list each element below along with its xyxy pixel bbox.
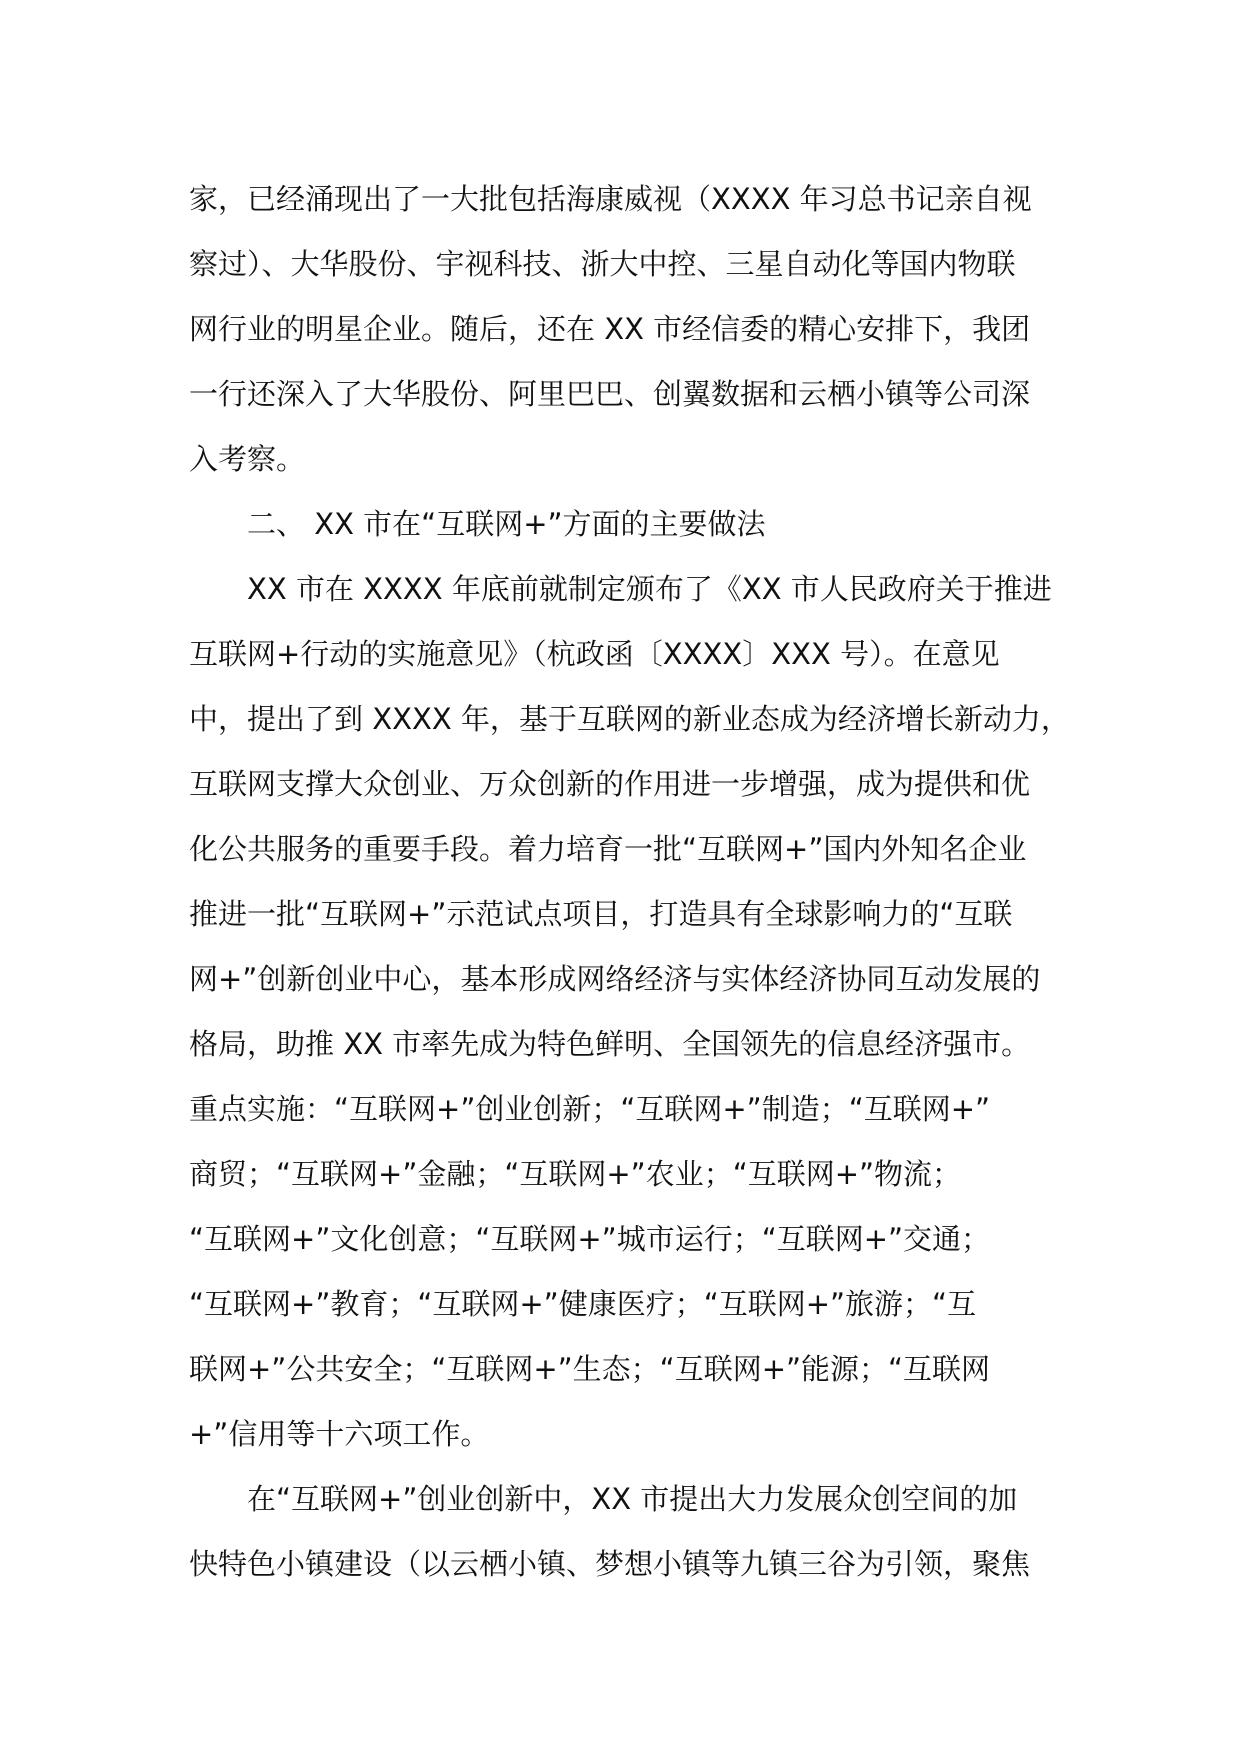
text-line: 网+”创新创业中心，基本形成网络经济与实体经济协同互动发展的 [189,962,1041,996]
text-line: 家，已经涌现出了一大批包括海康威视（XXXX 年习总书记亲自视 [189,182,1032,216]
text-line: “互联网+”文化创意；“互联网+”城市运行；“互联网+”交通； [189,1222,991,1256]
section-heading: 二、 XX 市在“互联网+”方面的主要做法 [247,507,766,541]
body-text [189,167,1070,1597]
text-line: 推进一批“互联网+”示范试点项目，打造具有全球影响力的“互联 [189,897,1013,931]
text-line: 在“互联网+”创业创新中，XX 市提出大力发展众创空间的加 [247,1482,1018,1516]
text-line: 化公共服务的重要手段。着力培育一批“互联网+”国内外知名企业 [189,832,1027,866]
text-line: 联网+”公共安全；“互联网+”生态；“互联网+”能源；“互联网 [189,1352,991,1386]
text-line: 察过）、大华股份、宇视科技、浙大中控、三星自动化等国内物联 [189,247,1016,281]
text-line: 中，提出了到 XXXX 年，基于互联网的新业态成为经济增长新动力， [189,702,1070,736]
text-line: 互联网支撑大众创业、万众创新的作用进一步增强，成为提供和优 [189,767,1031,801]
text-line: +”信用等十六项工作。 [189,1417,490,1451]
text-line: 网行业的明星企业。随后，还在 XX 市经信委的精心安排下，我团 [189,312,1031,346]
text-line: “互联网+”教育；“互联网+”健康医疗；“互联网+”旅游；“互 [189,1287,977,1321]
text-line: 入考察。 [189,442,306,476]
text-line: 互联网+行动的实施意见》（杭政函〔XXXX〕XXX 号）。在意见 [189,637,1000,671]
text-line: XX 市在 XXXX 年底前就制定颁布了《XX 市人民政府关于推进 [247,572,1052,606]
text-line: 一行还深入了大华股份、阿里巴巴、创翼数据和云栖小镇等公司深 [189,377,1031,411]
text-line: 格局，助推 XX 市率先成为特色鲜明、全国领先的信息经济强市。 [189,1027,1031,1061]
text-line: 重点实施：“互联网+”创业创新；“互联网+”制造；“互联网+” [189,1092,991,1126]
text-line: 商贸；“互联网+”金融；“互联网+”农业；“互联网+”物流； [189,1157,962,1191]
text-line: 快特色小镇建设（以云栖小镇、梦想小镇等九镇三谷为引领，聚焦 [189,1547,1031,1581]
